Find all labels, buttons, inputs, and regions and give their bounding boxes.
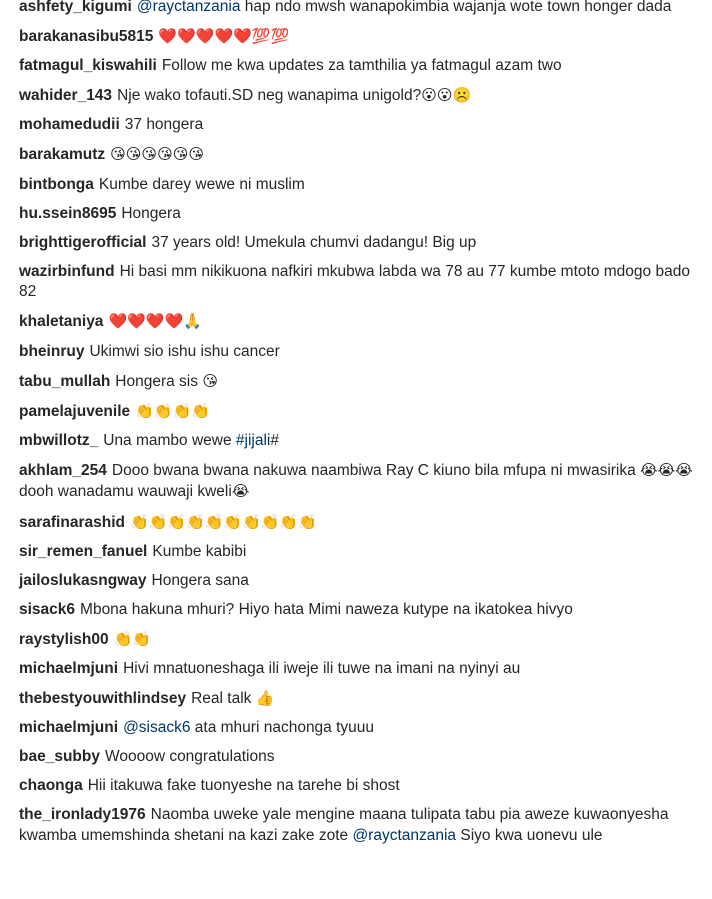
emoji-text: ❤️❤️❤️❤️❤️💯💯: [158, 27, 290, 46]
comment-username-link[interactable]: sir_remen_fanuel: [19, 542, 148, 560]
comment-item: [19, 625, 704, 655]
comment-text: Hongera: [121, 204, 181, 222]
comment-item: [19, 52, 704, 81]
mention-link[interactable]: @sisack6: [123, 719, 191, 737]
emoji-text: 😮😮☹️: [421, 86, 472, 105]
comment-username-link[interactable]: jailoslukasngway: [19, 571, 147, 589]
emoji-text: 😭: [231, 482, 250, 501]
comment-text: Hongera sana: [151, 571, 249, 589]
comment-item: [19, 507, 704, 537]
comment-item: [19, 81, 704, 111]
comment-text: Nje wako tofauti.SD neg wanapima unigold?: [117, 87, 422, 105]
comment-item: [19, 307, 704, 337]
comment-username-link[interactable]: khaletaniya: [19, 313, 104, 331]
comment-username-link[interactable]: thebestyouwithlindsey: [19, 690, 187, 708]
emoji-text: 👏👏: [113, 629, 151, 648]
comment-item: [19, 366, 704, 396]
emoji-text: 👏👏👏👏: [135, 401, 210, 420]
comment-item: [19, 258, 704, 308]
comment-item: [19, 537, 704, 566]
comment-text: Ukimwi sio ishu ishu cancer: [89, 342, 280, 360]
comment-username-link[interactable]: tabu_mullah: [19, 372, 111, 390]
comment-text: ata mhuri nachonga tyuuu: [190, 719, 375, 737]
comment-item: [19, 22, 704, 52]
comment-item: [19, 684, 704, 714]
comment-username-link[interactable]: sisack6: [19, 600, 76, 618]
emoji-text: 😘: [202, 371, 218, 390]
comment-text: Naomba uweke yale mengine maana tulipata tabu pia aweze kuwaonyesha kwamba umemshinda shetani na kazi zake zote: [19, 806, 669, 844]
comment-username-link[interactable]: chaonga: [19, 777, 83, 795]
comment-item: [19, 170, 704, 199]
emoji-text: 😘😘😘😘😘😘: [110, 145, 204, 164]
comment-username-link[interactable]: sarafinarashid: [19, 513, 125, 531]
comment-username-link[interactable]: akhlam_254: [19, 461, 107, 479]
emoji-text: 👍: [255, 689, 275, 708]
comment-username-link[interactable]: barakamutz: [19, 146, 106, 164]
comment-username-link[interactable]: pamelajuvenile: [19, 402, 131, 420]
comment-text: Kumbe kabibi: [152, 542, 247, 560]
comment-text: Siyo kwa uonevu ule: [456, 826, 603, 844]
comment-username-link[interactable]: barakanasibu5815: [19, 28, 154, 46]
comment-username-link[interactable]: michaelmjuni: [19, 659, 119, 677]
comment-username-link[interactable]: wahider_143: [19, 87, 113, 105]
comment-username-link[interactable]: raystylish00: [19, 630, 109, 648]
comment-username-link[interactable]: hu.ssein8695: [19, 204, 117, 222]
comment-username-link[interactable]: bae_subby: [19, 748, 100, 766]
comment-username-link[interactable]: wazirbinfund: [19, 262, 115, 280]
comment-text: 37 hongera: [124, 116, 204, 134]
comment-item: [19, 396, 704, 426]
comment-username-link[interactable]: bintbonga: [19, 175, 94, 193]
comment-item: [19, 566, 704, 595]
emoji-text: 👏👏👏👏👏👏👏👏👏👏: [129, 512, 317, 531]
hashtag-link[interactable]: #jijali: [235, 431, 271, 449]
comment-text: Kumbe darey wewe ni muslim: [98, 175, 305, 193]
mention-link[interactable]: @rayctanzania: [352, 826, 457, 844]
comment-text: Woooow congratulations: [104, 748, 275, 766]
comment-text: Hii itakuwa fake tuonyeshe na tarehe bi shost: [87, 777, 400, 795]
comment-item: [19, 772, 704, 801]
comment-item: [19, 595, 704, 624]
comment-text: Hongera sis: [115, 372, 203, 390]
comment-item: [19, 801, 704, 851]
comment-item: [19, 655, 704, 684]
comment-text: Mbona hakuna mhuri? Hiyo hata Mimi naweza kutype na ikatokea hivyo: [80, 600, 573, 618]
comment-item: [19, 111, 704, 140]
comment-item: [19, 228, 704, 257]
comment-text: #: [270, 431, 279, 449]
comment-text: Hi basi mm nikikuona nafkiri mkubwa labda wa 78 au 77 kumbe mtoto mdogo bado 82: [19, 262, 690, 301]
comment-username-link[interactable]: brighttigerofficial: [19, 233, 147, 251]
emoji-text: 😭😭😭: [640, 460, 693, 479]
comment-item: [19, 456, 704, 508]
comment-username-link[interactable]: michaelmjuni: [19, 719, 119, 737]
comment-text: hap ndo mwsh wanapokimbia wajanja wote town honger dada: [240, 0, 672, 15]
comment-item: [19, 199, 704, 228]
comment-item: [19, 743, 704, 772]
comment-username-link[interactable]: the_ironlady1976: [19, 806, 146, 824]
comment-text: dooh wanadamu wauwaji kweli: [19, 483, 232, 501]
comment-username-link[interactable]: fatmagul_kiswahili: [19, 57, 157, 75]
comment-text: Follow me kwa updates za tamthilia ya fatmagul azam two: [161, 57, 562, 75]
comment-text: 37 years old! Umekula chumvi dadangu! Big up: [151, 233, 477, 251]
comment-username-link[interactable]: mohamedudii: [19, 116, 120, 134]
comment-item: [19, 0, 704, 22]
mention-link[interactable]: @rayctanzania: [136, 0, 241, 15]
comment-username-link[interactable]: bheinruy: [19, 342, 85, 360]
comment-text: Dooo bwana bwana nakuwa naambiwa Ray C kiuno bila mfupa ni mwasirika: [111, 461, 641, 479]
comment-item: [19, 714, 704, 743]
emoji-text: ❤️❤️❤️❤️🙏: [108, 312, 202, 331]
comment-username-link[interactable]: mbwillotz_: [19, 431, 99, 449]
comment-text: Hivi mnatuoneshaga ili iweje ili tuwe na imani na nyinyi au: [123, 659, 521, 677]
comment-item: [19, 337, 704, 366]
comment-item: [19, 427, 704, 456]
comment-text: Real talk: [191, 690, 256, 708]
comment-text: Una mambo wewe: [103, 431, 236, 449]
comment-username-link[interactable]: ashfety_kigumi: [19, 0, 132, 15]
comment-item: [19, 140, 704, 170]
